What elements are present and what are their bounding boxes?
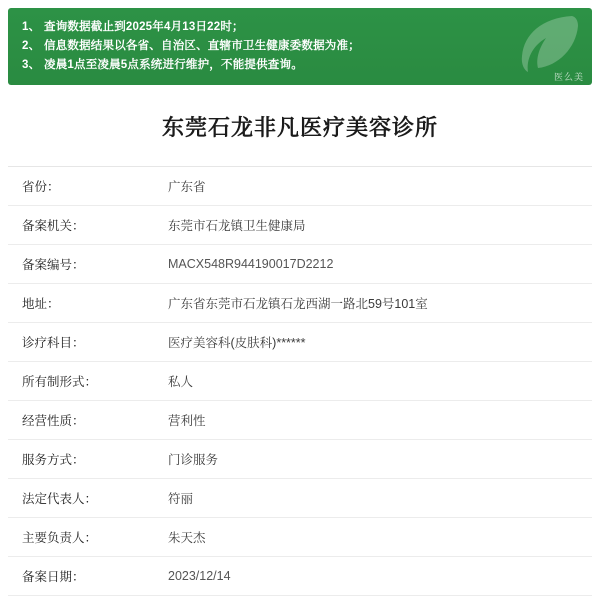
clinic-info-table [8,167,592,596]
row-label: 诊疗科目： [22,336,85,350]
table-row [8,167,592,206]
row-value: MACX548R944190017D2212 [168,257,334,271]
table-row [8,323,592,362]
row-label: 备案机关： [22,219,85,233]
row-label: 备案编号： [22,258,85,272]
table-row [8,206,592,245]
table-row [8,245,592,284]
notice-banner [8,8,592,85]
notice-item-text: 凌晨1点至凌晨5点系统进行维护，不能提供查询。 [44,59,303,71]
row-label: 法定代表人： [22,492,98,506]
page-title: 东莞石龙非凡医疗美容诊所 [161,115,438,140]
row-label: 经营性质： [22,414,85,428]
notice-list [22,18,580,75]
row-value: 私人 [168,375,194,389]
row-value: 医疗美容科(皮肤科)****** [168,336,306,350]
row-value: 广东省东莞市石龙镇石龙西湖一路北59号101室 [168,297,428,311]
notice-item-number: 2、 [22,40,41,52]
table-row [8,479,592,518]
notice-item-text: 查询数据截止到2025年4月13日22时； [44,21,244,33]
row-label: 主要负责人： [22,531,98,545]
document-page [0,8,600,584]
row-label: 省份： [22,180,60,194]
row-value: 门诊服务 [168,453,219,467]
notice-item-number: 3、 [22,59,41,71]
row-value: 东莞市石龙镇卫生健康局 [168,219,306,233]
row-value: 2023/12/14 [168,569,231,583]
row-value: 广东省 [168,180,206,194]
table-row [8,362,592,401]
notice-item-number: 1、 [22,21,41,33]
table-row [8,440,592,479]
notice-item [22,37,580,56]
table-row [8,518,592,557]
row-label: 地址： [22,297,60,311]
row-label: 所有制形式： [22,375,98,389]
row-value: 符丽 [168,492,194,506]
watermark-label: 医么美 [553,72,584,82]
row-value: 朱天杰 [168,531,206,545]
page-title-container [8,85,592,167]
notice-item [22,18,580,37]
notice-item-text: 信息数据结果以各省、自治区、直辖市卫生健康委数据为准； [44,40,360,52]
row-label: 服务方式： [22,453,85,467]
table-row [8,557,592,596]
notice-item [22,56,580,75]
table-row [8,401,592,440]
table-row [8,284,592,323]
row-value: 营利性 [168,414,206,428]
row-label: 备案日期： [22,570,85,584]
